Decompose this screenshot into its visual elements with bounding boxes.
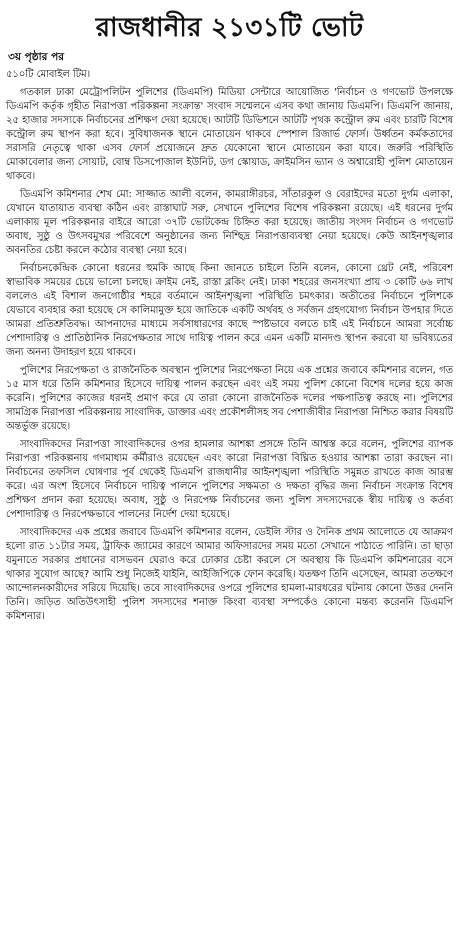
article-paragraph: পুলিশের নিরপেক্ষতা ও রাজনৈতিক অবস্থান পুলিশের নিরপেক্ষতা নিয়ে এক প্রশ্নের জবাবে কমিশনার বলেন, গত ১৫ মাস ধরে তিনি কমিশনার হিসেবে দায়িত্ব পালন করছেন এবং এই সময় পুলিশ কোনো বিশেষ দলের হয়ে কাজ করেনি। পুলিশের কাজের ধরনই প্রমাণ করে যে তারা কোনো রাজনৈতিক দলের পক্ষপাতিত্ব করছে না। পুলিশের সামগ্রিক নিরাপত্তা পরিকল্পনায় সাংবাদিক, ডাক্তার এবং প্রকৌশলীসহ সব পেশাজীবীর নিরাপত্তা নিশ্চিত করার বিষয়টি অন্তর্ভুক্ত রয়েছে। xyxy=(6,365,453,432)
article-paragraph: ৫১০টি মোবাইল টিম। xyxy=(6,69,91,80)
article-paragraph: ডিএমপি কমিশনার শেখ মো: সাজ্জাত আলী বলেন, কামরাঙ্গীরচর, সাঁতারকুল ও বেরাইদের মতো দুর্গম এলাকা, যেখানে যাতায়াত ব্যবস্থা কঠিন এবং রাস্তাঘাট সরু, সেখানে পুলিশের বিশেষ পরিকল্পনা রয়েছে। এই ধরনের দুর্গম এলাকায় মূল পরিকল্পনার বাইরে আরো ৩৭টি ভোটকেন্দ্র চিহ্নিত করা হয়েছে। জাতীয় সংসদ নির্বাচন ও গণভোট অবাধ, সুষ্ঠু ও উৎসবমুখর পরিবেশে অনুষ্ঠানের জন্য নিশ্ছিদ্র নিরাপত্তাব্যবস্থা নেয়া হয়েছে। কেউ আইনশৃঙ্খলার অবনতির চেষ্টা করলে কঠোর ব্যবস্থা নেয়া হবে। xyxy=(6,189,453,256)
article-paragraph: সাংবাদিকদের এক প্রশ্নের জবাবে ডিএমপি কমিশনার বলেন, ডেইলি স্টার ও দৈনিক প্রথম আলোতে যে আক্রমণ হলো রাত ১১টার সময়, ট্রাফিক জ্যামের কারণে আমার অফিসারদের সময় মতো সেখানে পাঠাতে পারিনি। তা ছাড়া যমুনাতে সরকার প্রধানের বাসভবন ঘেরাও করে ঢোকার চেষ্টা করলে সে অবস্থায় কি ডিএমপি কমিশনারের বসে থাকার সুযোগ আছে? আমি শুধু নিজেই যাইনি, আইজিপিকে ফোন করেছি। যতক্ষণ তিনি এসেছেন, আমরা ততক্ষণে আন্দোলনকারীদের সরিয়ে দিয়েছি। তবে সাংবাদিকদের ওপরে পুলিশের হামলা-মারধরের ঘটনায় কোনো উত্তর দেননি তিনি। জড়িত অতিউৎসাহী পুলিশ সদস্যদের শনাক্ত কিংবা ব্যবস্থা সম্পর্কেও কোনো মন্তব্য করেননি ডিএমপি কমিশনার। xyxy=(6,527,453,622)
headline: রাজধানীর ২১৩১টি ভোট xyxy=(95,13,364,43)
article-paragraph: নির্বাচনকেন্দ্রিক কোনো ধরনের হুমকি আছে কিনা জানতে চাইলে তিনি বলেন, কোনো থ্রেট নেই, পরিবেশ স্বাভাবিক সময়ের চেয়ে ভালো চলছে। ক্রাইম নেই, রাস্তা ব্লকিং নেই। ঢাকা শহরের জনসংখ্যা প্রায় ৩ কোটি ৬৬ লাখ বললেও এই বিশাল জনগোষ্ঠীর শহরে বর্তমানে আইনশৃঙ্খলা পরিস্থিতি চমৎকার। অতীতের নির্বাচনে পুলিশকে যেভাবে ব্যবহার করা হয়েছে সে কালিমামুক্ত হয়ে জাতিকে একটি অর্থবহ ও সর্বজন গ্রহণযোগ্য নির্বাচন উপহার দিতে আমরা প্রতিশ্রুতিবদ্ধ। আপনাদের মাধ্যমে সর্বসাধারণের কাছে স্পষ্টভাবে বলতে চাই এই নির্বাচনে আমরা সর্বোচ্চ পেশাদারিত্ব ও প্রাতিষ্ঠানিক নিরপেক্ষতার সাথে দায়িত্ব পালন করে এমন একটি মানদণ্ড স্থাপন করবো যা ভবিষ্যতের জন্য অনন্য উদাহরণ হয়ে থাকবে। xyxy=(6,263,453,358)
article-paragraph: গতকাল ঢাকা মেট্রোপলিটন পুলিশের (ডিএমপি) মিডিয়া সেন্টারে আয়োজিত 'নির্বাচন ও গণভোট উপলক্ষে ডিএমপি কর্তৃক গৃহীত নিরাপত্তা পরিকল্পনা সংক্রান্ত' সংবাদ সম্মেলনে এসব কথা জানায় ডিএমপি। ডিএমপি জানায়, ২৫ হাজার সদস্যকে নির্বাচনের প্রশিক্ষণ দেয়া হয়েছে। আটটি ডিভিশনে আটটি পৃথক কন্ট্রোল রুম এবং চারটি বিশেষ কন্ট্রোল রুম স্থাপন করা হবে। সুবিধাজনক স্থানে মোতায়েন থাকবে স্পেশাল রিজার্ভ ফোর্স। উর্ধ্বতন কর্মকতাদের সরাসরি নেতৃত্বে থাকা এসব ফোর্স প্রয়োজনে দ্রুত যেকোনো স্থানে মোতায়েন করা যাবে। জরুরি পরিস্থিতি মোকাবেলার জন্য সোয়াট, বোম্ব ডিসপোজাল ইউনিট, ডগ স্কোয়াড, ক্রাইমসিন ভ্যান ও অশ্বারোহী পুলিশ মোতায়েন থাকবে। xyxy=(6,87,453,182)
article-body xyxy=(6,68,453,624)
continued-from-label: ৩য় পৃষ্ঠার পর xyxy=(8,51,65,63)
article-paragraph: সাংবাদিকদের নিরাপত্তা সাংবাদিকদের ওপর হামলার আশঙ্কা প্রসঙ্গে তিনি আশ্বস্ত করে বলেন, পুলিশের ব্যাপক নিরাপত্তা পরিকল্পনায় গণমাধ্যম কর্মীরাও রয়েছেন এবং কারো নিরাপত্তা বিঘ্নিত হওয়ার আশঙ্কা তারা করছেন না। নির্বাচনের তফসিল ঘোষণার পূর্ব থেকেই ডিএমপি রাজধানীর আইনশৃঙ্খলা পরিস্থিতি সমুন্নত রাখতে কাজ আরম্ভ করে। এর অংশ হিসেবে নির্বাচনে দায়িত্ব পালনে পুলিশের সক্ষমতা ও দক্ষতা বৃদ্ধির জন্য নির্বাচন সংক্রান্ত বিশেষ প্রশিক্ষণ প্রদান করা হয়েছে। অবাধ, সুষ্ঠু ও নিরপেক্ষ নির্বাচনের জন্য পুলিশ সদস্যদেরকে স্বীয় দায়িত্ব ও কর্তব্য পেশাদারিত্ব ও নিরপেক্ষভাবে পালনের নির্দেশ দেয়া হয়েছে। xyxy=(6,439,453,520)
